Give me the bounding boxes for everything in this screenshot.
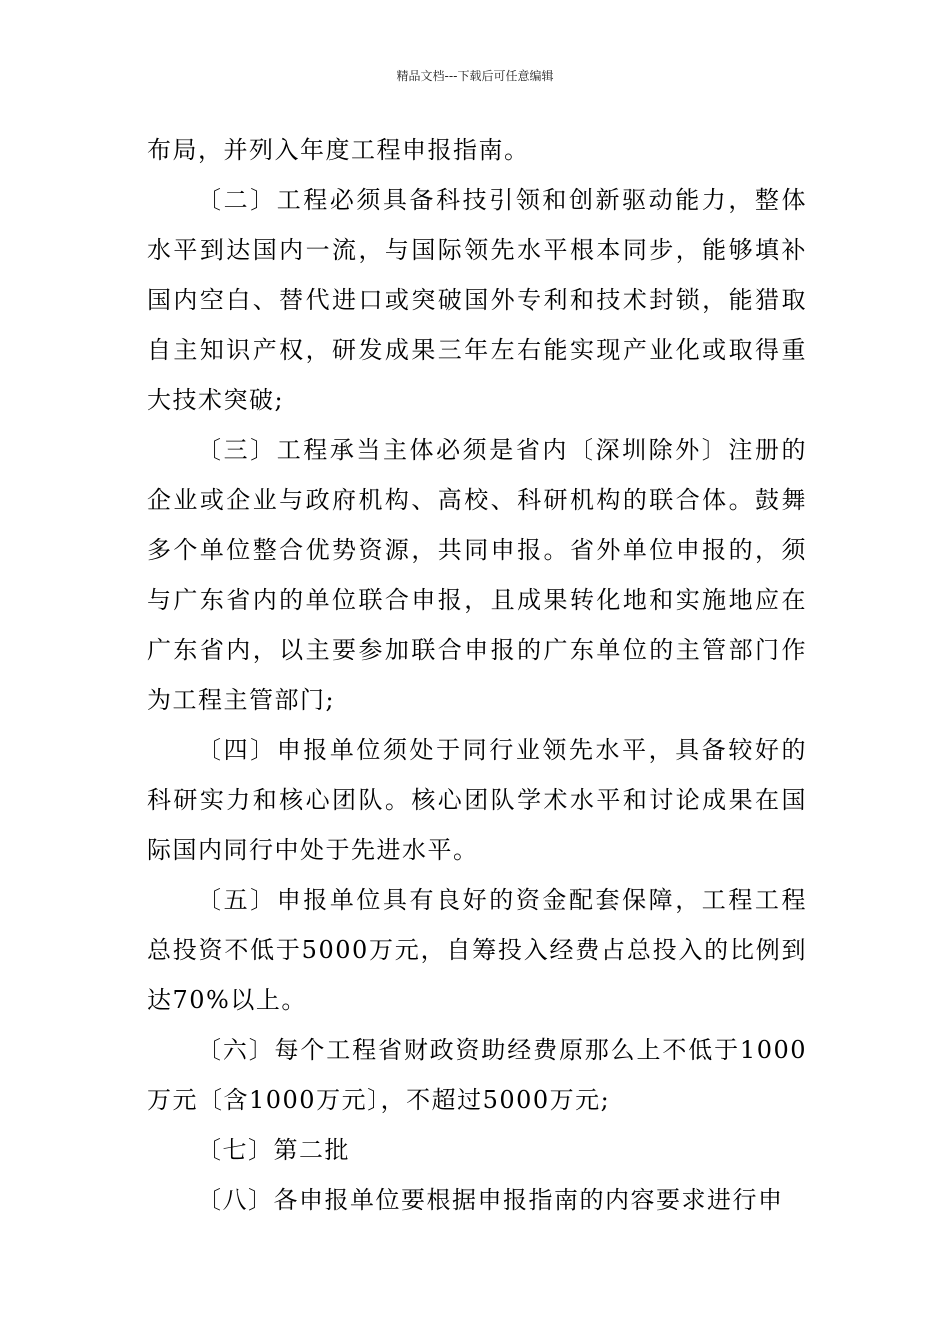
page-header: 精品文档---下载后可任意编辑 bbox=[396, 69, 554, 83]
paragraph-7: 〔七〕第二批 bbox=[197, 1136, 350, 1164]
paragraph-6: 〔六〕每个工程省财政资助经费原那么上不低于1000万元〔含1000万元〕，不超过5000万元; bbox=[147, 1036, 807, 1114]
paragraph-3: 〔三〕工程承当主体必须是省内〔深圳除外〕注册的企业或企业与政府机构、高校、科研机构的联合体。鼓舞多个单位整合优势资源，共同申报。省外单位申报的，须与广东省内的单位联合申报，且成果转化地和实施地应在广东省内，以主要参加联合申报的广东单位的主管部门作为工程主管部门; bbox=[147, 436, 807, 714]
paragraph-4: 〔四〕申报单位须处于同行业领先水平，具备较好的科研实力和核心团队。核心团队学术水平和讨论成果在国际国内同行中处于先进水平。 bbox=[147, 736, 807, 864]
paragraph-2: 〔二〕工程必须具备科技引领和创新驱动能力，整体水平到达国内一流，与国际领先水平根本同步，能够填补国内空白、替代进口或突破国外专利和技术封锁，能猎取自主知识产权，研发成果三年左右能实现产业化或取得重大技术突破; bbox=[147, 186, 807, 414]
paragraph-8: 〔八〕各申报单位要根据申报指南的内容要求进行申 bbox=[197, 1186, 784, 1214]
paragraph-5: 〔五〕申报单位具有良好的资金配套保障，工程工程总投资不低于5000万元，自筹投入经费占总投入的比例到达70%以上。 bbox=[147, 886, 807, 1014]
paragraph-1: 布局，并列入年度工程申报指南。 bbox=[147, 136, 530, 164]
document-body bbox=[147, 125, 807, 1225]
